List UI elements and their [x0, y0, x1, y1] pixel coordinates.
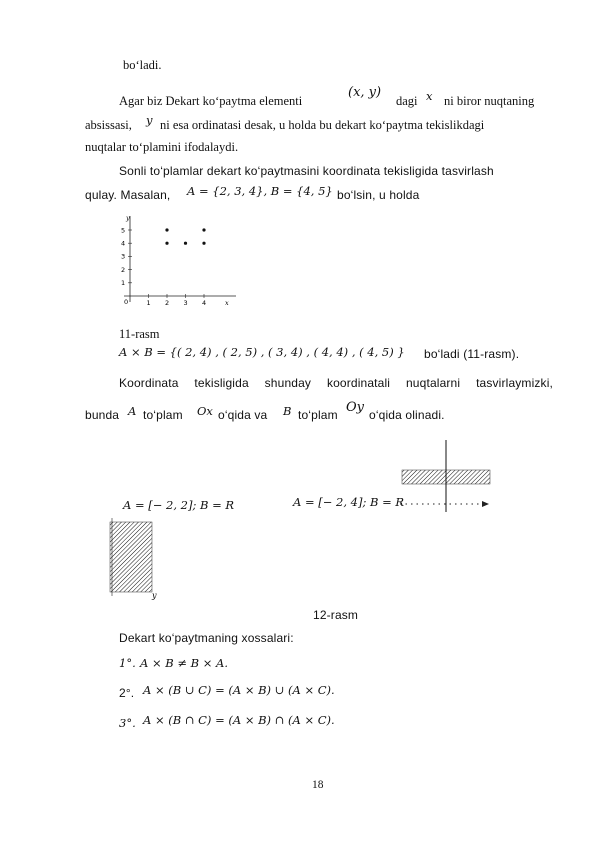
property-2: A × (B ∪ C) = (A × B) ∪ (A × C). [143, 683, 335, 697]
figure-11-caption: 11-rasm [119, 327, 160, 341]
x-tick-label: 4 [202, 299, 207, 307]
line-where-d: to‘plam [298, 408, 338, 422]
line-intro-b: dagi [396, 94, 418, 108]
y-tick-label: 1 [121, 279, 126, 288]
y-tick-label: 2 [121, 265, 126, 274]
data-point [165, 242, 168, 245]
y-tick-label: 3 [121, 252, 126, 261]
figure-11-plot [110, 210, 240, 310]
line-where-c: o‘qida va [218, 408, 268, 422]
data-point [202, 228, 205, 231]
property-3: A × (B ∩ C) = (A × B) ∩ (A × C). [143, 713, 335, 727]
line-ordinate: ni esa ordinatasi desak, u holda bu dekart ko‘paytma tekislikdagi [160, 118, 485, 132]
property-1: A × B ≠ B × A. [140, 656, 229, 670]
data-point [202, 242, 205, 245]
axis-y-label: y [152, 591, 157, 600]
figure-12-left [106, 516, 176, 601]
line-example-a: qulay. Masalan, [85, 188, 171, 202]
y-tick-label: 5 [121, 226, 126, 235]
page-number: 18 [312, 779, 324, 791]
figure-12-left-label: A = [− 2, 2]; B = R [123, 498, 235, 512]
line-numeric-sets: Sonli to‘plamlar dekart ko‘paytmasini koordinata tekisligida tasvirlash [119, 164, 494, 178]
x-tick-label: 3 [183, 299, 188, 307]
line-where-e: o‘qida olinadi. [369, 408, 445, 422]
var-x: x [426, 89, 433, 103]
line-coordinate: Koordinata tekisligida shunday koordinatali nuqtalarni tasvirlaymizki, [119, 376, 553, 390]
x-tick-label: 2 [165, 299, 170, 307]
origin-label: 0 [124, 298, 129, 306]
hatched-band [110, 522, 152, 592]
var-y: y [146, 113, 153, 127]
line-product-end: bo‘ladi (11-rasm). [424, 347, 520, 361]
pair-xy: (x, y) [348, 85, 382, 100]
data-point [165, 228, 168, 231]
figure-12-caption: 12-rasm [313, 608, 359, 622]
property-3-num: 3°. [119, 716, 136, 730]
property-2-num: 2°. [119, 686, 135, 700]
sets-ab: A = {2, 3, 4}, B = {4, 5} [187, 184, 333, 198]
line-abscissa: absissasi, [85, 118, 132, 132]
arrow-head [482, 501, 489, 507]
line-where-b: to‘plam [143, 408, 183, 422]
line-continuation: bo‘ladi. [123, 58, 162, 72]
line-intro-a: Agar biz Dekart ko‘paytma elementi [119, 94, 303, 108]
y-tick-label: 4 [121, 239, 126, 248]
axis-Ox: Ox [197, 404, 213, 418]
properties-heading: Dekart ko‘paytmaning xossalari: [119, 631, 294, 645]
product-axb: A × B = {( 2, 4) , ( 2, 5) , ( 3, 4) , ( 4, 4) , ( 4, 5) } [119, 345, 405, 359]
line-example-b: bo‘lsin, u holda [337, 188, 420, 202]
y-axis-label: y [126, 214, 130, 222]
x-tick-label: 1 [146, 299, 151, 307]
data-point [184, 242, 187, 245]
axis-Oy: Oy [346, 400, 365, 415]
line-plane-points: nuqtalar to‘plamini ifodalaydi. [85, 140, 239, 154]
figure-12-right-label: A = [− 2, 4]; B = R [293, 495, 405, 509]
line-where-a: bunda [85, 408, 120, 422]
line-intro-c: ni biror nuqtaning [444, 94, 535, 108]
set-B: B [283, 404, 292, 418]
property-1-num: 1°. [119, 656, 136, 670]
set-A: A [128, 404, 137, 418]
x-axis-label: x [225, 299, 229, 307]
